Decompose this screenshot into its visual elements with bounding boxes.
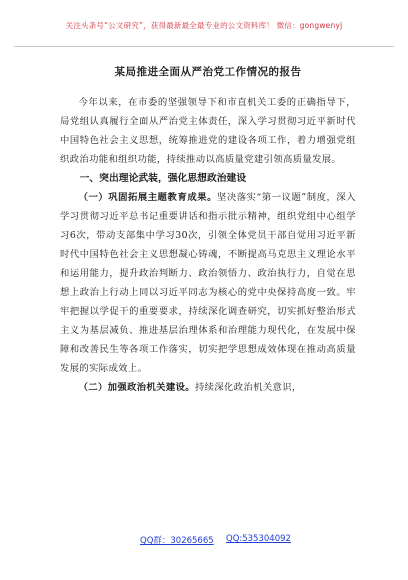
qq-contact-link[interactable]: QQ:535304092 bbox=[226, 534, 291, 544]
top-promo-banner: 关注头条号“公文研究”，获得最新最全最专业的公文资料库！ 微信：gongwenyj bbox=[65, 21, 343, 30]
section-heading-1: 一、突出理论武装，强化思想政治建设 bbox=[79, 173, 247, 184]
subsection-1-heading: （一）巩固拓展主题教育成果。 bbox=[78, 192, 217, 203]
subsection-2-paragraph bbox=[60, 378, 356, 397]
subsection-2-heading: （二）加强政治机关建设。 bbox=[78, 382, 195, 393]
header-divider bbox=[14, 46, 394, 47]
document-title: 某局推进全面从严治党工作情况的报告 bbox=[114, 66, 302, 78]
qq-group-link[interactable]: QQ群：30265665 bbox=[140, 536, 214, 546]
intro-paragraph: 今年以来，在市委的坚强领导下和市直机关工委的正确指导下，局党组认真履行全面从严治党主体责任，深入学习贯彻习近平新时代中国特色社会主义思想，统筹推进党的建设各项工作，着力增强党组织政治功能和组织功能，持续推动以高质量党建引领高质量发展。 bbox=[60, 97, 356, 165]
subsection-1-paragraph bbox=[60, 188, 356, 378]
subsection-1-body: 坚决落实“第一议题”制度，深入学习贯彻习近平总书记重要讲话和指示批示精神，组织党组中心组学习6次，带动支部集中学习30次，引领全体党员干部自觉用习近平新时代中国特色社会主义思想凝心铸魂，不断提高马克思主义理论水平和运用能力，提升政治判断力、政治领悟力、政治执行力，自觉在思想上政治上行动上同以习近平同志为核心的党中央保持高度一致。牢牢把握以学促干的重要要求，持续深化调查研究，切实抓好整治形式主义为基层减负、推进基层治理体系和治理能力现代化，在发展中保障和改善民生等各项工作落实，切实把学思想成效体现在推动高质量发展的实际成效上。 bbox=[60, 192, 356, 374]
document-page bbox=[60, 64, 356, 397]
subsection-2-body: 持续深化政治机关意识， bbox=[194, 382, 302, 393]
